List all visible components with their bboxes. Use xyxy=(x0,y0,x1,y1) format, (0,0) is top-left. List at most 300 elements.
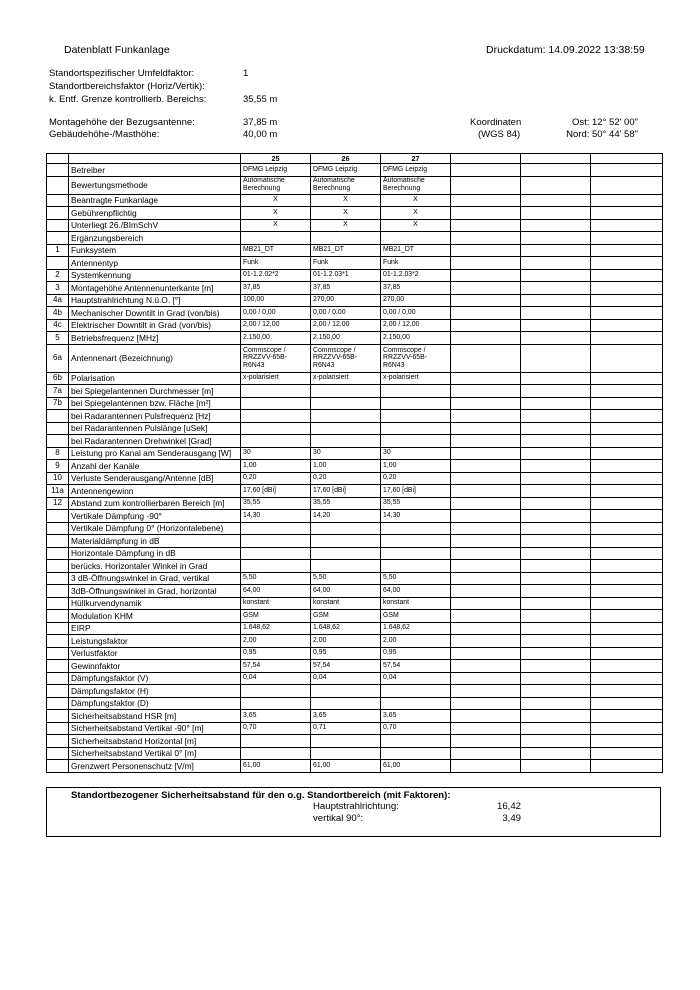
empty-cell xyxy=(451,660,521,673)
empty-cell xyxy=(451,282,521,295)
value-cell: 17,60 [dBi] xyxy=(311,485,381,498)
empty-cell xyxy=(451,710,521,723)
row-label: Dämpfungsfaktor (D) xyxy=(69,697,241,710)
table-row xyxy=(47,635,663,648)
empty-cell xyxy=(521,660,591,673)
table-row xyxy=(47,244,663,257)
empty-cell xyxy=(591,660,663,673)
table-row xyxy=(47,697,663,710)
row-label: bei Radarantennen Drehwinkel [Grad] xyxy=(69,435,241,448)
value-cell: 0,00 / 0,00 xyxy=(311,307,381,320)
empty-cell xyxy=(451,244,521,257)
antenna-data-table xyxy=(46,153,663,773)
value-cell: GSM xyxy=(241,610,311,623)
value-cell: 3,65 xyxy=(241,710,311,723)
value-cell: 5,50 xyxy=(311,572,381,585)
table-row xyxy=(47,560,663,573)
table-row xyxy=(47,332,663,345)
empty-cell xyxy=(591,307,663,320)
empty-cell xyxy=(451,332,521,345)
value-cell: konstant xyxy=(311,597,381,610)
table-row xyxy=(47,307,663,320)
row-number xyxy=(47,522,69,535)
empty-cell xyxy=(521,257,591,270)
value-cell: 1.648,62 xyxy=(241,622,311,635)
value-cell: 5,50 xyxy=(381,572,451,585)
empty-cell xyxy=(591,294,663,307)
empty-cell xyxy=(591,447,663,460)
value-cell xyxy=(311,535,381,548)
value-cell: 270,00 xyxy=(381,294,451,307)
empty-cell xyxy=(591,697,663,710)
empty-cell xyxy=(591,610,663,623)
value-cell: MB21_DT xyxy=(311,244,381,257)
table-row xyxy=(47,710,663,723)
empty-cell xyxy=(451,635,521,648)
value-cell: 3,65 xyxy=(381,710,451,723)
row-number xyxy=(47,435,69,448)
empty-cell xyxy=(591,647,663,660)
table-row xyxy=(47,269,663,282)
value-cell: x-polarisiert xyxy=(311,372,381,385)
row-label: Sicherheitsabstand Vertikal -90° [m] xyxy=(69,722,241,735)
empty-cell xyxy=(521,610,591,623)
value-cell xyxy=(311,522,381,535)
coords-label: Koordinaten xyxy=(470,117,522,128)
row-number: 7a xyxy=(47,385,69,398)
empty-cell xyxy=(521,244,591,257)
value-cell xyxy=(311,422,381,435)
empty-cell xyxy=(451,722,521,735)
row-label: Vertikale Dämpfung 0° (Horizontalebene) xyxy=(69,522,241,535)
value-cell: 2,00 xyxy=(241,635,311,648)
row-label: Sicherheitsabstand Horizontal [m] xyxy=(69,735,241,748)
empty-cell xyxy=(521,585,591,598)
empty-column-header xyxy=(591,154,663,164)
empty-cell xyxy=(521,319,591,332)
value-cell: Commscope / RRZZVV-65B-R6N43 xyxy=(381,344,451,372)
empty-cell xyxy=(451,510,521,523)
grenze-value: 35,55 m xyxy=(243,94,278,105)
coords-system: (WGS 84) xyxy=(478,129,521,140)
table-row xyxy=(47,207,663,220)
row-number: 1 xyxy=(47,244,69,257)
row-number xyxy=(47,672,69,685)
empty-cell xyxy=(521,385,591,398)
value-cell: 0,95 xyxy=(241,647,311,660)
value-cell xyxy=(241,547,311,560)
value-cell xyxy=(311,685,381,698)
column-header: 27 xyxy=(381,154,451,164)
empty-cell xyxy=(521,510,591,523)
empty-cell xyxy=(521,294,591,307)
empty-cell xyxy=(521,560,591,573)
value-cell: 01-1.2.03*1 xyxy=(311,269,381,282)
value-cell: 3,65 xyxy=(311,710,381,723)
value-cell: 2,00 / 12,00 xyxy=(381,319,451,332)
table-row xyxy=(47,219,663,232)
row-number xyxy=(47,685,69,698)
empty-cell xyxy=(451,485,521,498)
table-row xyxy=(47,164,663,177)
table-row xyxy=(47,760,663,773)
row-label: bei Radarantennen Pulslänge [uSek] xyxy=(69,422,241,435)
empty-cell xyxy=(451,447,521,460)
row-number: 3 xyxy=(47,282,69,295)
value-cell xyxy=(241,747,311,760)
row-label: Antennenart (Bezeichnung) xyxy=(69,344,241,372)
row-number xyxy=(47,610,69,623)
table-row xyxy=(47,410,663,423)
empty-cell xyxy=(521,176,591,194)
empty-cell xyxy=(521,269,591,282)
row-number: 4b xyxy=(47,307,69,320)
empty-cell xyxy=(451,697,521,710)
row-number xyxy=(47,219,69,232)
row-label: Grenzwert Personenschutz [V/m] xyxy=(69,760,241,773)
value-cell: 2.150,00 xyxy=(241,332,311,345)
value-cell: 2,00 / 12,00 xyxy=(241,319,311,332)
empty-cell xyxy=(521,447,591,460)
value-cell xyxy=(381,522,451,535)
value-cell: x-polarisiert xyxy=(241,372,311,385)
umfeld-label: Standortspezifischer Umfeldfaktor: xyxy=(49,68,195,79)
value-cell: X xyxy=(241,219,311,232)
table-row xyxy=(47,747,663,760)
empty-cell xyxy=(591,344,663,372)
value-cell: 0,00 / 0,00 xyxy=(241,307,311,320)
empty-cell xyxy=(591,319,663,332)
empty-cell xyxy=(591,269,663,282)
value-cell xyxy=(381,397,451,410)
empty-cell xyxy=(521,282,591,295)
empty-cell xyxy=(591,207,663,220)
row-label: Dämpfungsfaktor (V) xyxy=(69,672,241,685)
table-row xyxy=(47,319,663,332)
coords-nord: Nord: 50° 44' 58" xyxy=(566,129,638,140)
row-number xyxy=(47,710,69,723)
empty-cell xyxy=(591,472,663,485)
table-row xyxy=(47,685,663,698)
value-cell xyxy=(311,697,381,710)
empty-cell xyxy=(521,497,591,510)
empty-cell xyxy=(521,622,591,635)
empty-cell xyxy=(451,385,521,398)
table-row xyxy=(47,610,663,623)
row-number xyxy=(47,597,69,610)
row-number xyxy=(47,535,69,548)
row-label: Mechanischer Downtilt in Grad (von/bis) xyxy=(69,307,241,320)
row-label: Funksystem xyxy=(69,244,241,257)
row-number xyxy=(47,232,69,245)
summary-box xyxy=(46,787,661,837)
value-cell: 2,00 xyxy=(381,635,451,648)
empty-cell xyxy=(521,535,591,548)
value-cell: Funk xyxy=(241,257,311,270)
value-cell: 14,30 xyxy=(381,510,451,523)
empty-cell xyxy=(451,164,521,177)
value-cell: 0,20 xyxy=(241,472,311,485)
value-cell: 14,30 xyxy=(241,510,311,523)
table-body xyxy=(47,154,663,773)
coords-ost: Ost: 12° 52' 00" xyxy=(571,117,638,128)
value-cell xyxy=(381,385,451,398)
value-cell: 01-1.2.03*2 xyxy=(381,269,451,282)
empty-cell xyxy=(451,472,521,485)
empty-cell xyxy=(591,485,663,498)
table-row xyxy=(47,422,663,435)
row-number: 10 xyxy=(47,472,69,485)
value-cell: 0,95 xyxy=(311,647,381,660)
value-cell: 01-1.2.02*2 xyxy=(241,269,311,282)
umfeld-value: 1 xyxy=(243,68,249,79)
value-cell xyxy=(311,385,381,398)
empty-cell xyxy=(591,510,663,523)
empty-cell xyxy=(451,176,521,194)
value-cell: Automatische Berechnung xyxy=(241,176,311,194)
row-label: Betreiber xyxy=(69,164,241,177)
value-cell: 100,00 xyxy=(241,294,311,307)
row-label: Montagehöhe Antennenunterkante [m] xyxy=(69,282,241,295)
value-cell: 37,85 xyxy=(241,282,311,295)
empty-cell xyxy=(591,164,663,177)
row-number xyxy=(47,760,69,773)
row-number xyxy=(47,660,69,673)
empty-cell xyxy=(521,547,591,560)
value-cell: X xyxy=(241,194,311,207)
row-number xyxy=(47,722,69,735)
empty-cell xyxy=(591,422,663,435)
row-number: 12 xyxy=(47,497,69,510)
row-label: Systemkennung xyxy=(69,269,241,282)
row-label: Vertikale Dämpfung -90° xyxy=(69,510,241,523)
empty-cell xyxy=(451,194,521,207)
table-row xyxy=(47,460,663,473)
empty-cell xyxy=(451,735,521,748)
row-number xyxy=(47,560,69,573)
row-number xyxy=(47,585,69,598)
value-cell xyxy=(241,422,311,435)
empty-cell xyxy=(521,635,591,648)
empty-cell xyxy=(591,635,663,648)
row-number xyxy=(47,410,69,423)
summary-title: Standortbezogener Sicherheitsabstand für den o.g. Standortbereich (mit Faktoren): xyxy=(71,790,451,801)
value-cell xyxy=(241,685,311,698)
value-cell: 0,00 / 0,00 xyxy=(381,307,451,320)
value-cell: Commscope / RRZZVV-65B-R6N43 xyxy=(311,344,381,372)
value-cell: x-polarisiert xyxy=(381,372,451,385)
value-cell xyxy=(241,522,311,535)
table-row xyxy=(47,622,663,635)
value-cell: 2.150,00 xyxy=(381,332,451,345)
value-cell: X xyxy=(381,194,451,207)
table-row xyxy=(47,660,663,673)
gebaeude-value: 40,00 m xyxy=(243,129,278,140)
table-row xyxy=(47,722,663,735)
table-row xyxy=(47,176,663,194)
empty-cell xyxy=(591,672,663,685)
value-cell: X xyxy=(311,194,381,207)
empty-cell xyxy=(451,610,521,623)
row-label: Verlustfaktor xyxy=(69,647,241,660)
value-cell: 0,70 xyxy=(241,722,311,735)
row-label: Leistung pro Kanal am Senderausgang [W] xyxy=(69,447,241,460)
value-cell: Commscope / RRZZVV-65B-R6N43 xyxy=(241,344,311,372)
empty-cell xyxy=(451,319,521,332)
row-number xyxy=(47,622,69,635)
value-cell xyxy=(241,560,311,573)
row-number: 6b xyxy=(47,372,69,385)
empty-cell xyxy=(521,307,591,320)
document-title: Datenblatt Funkanlage xyxy=(64,44,170,56)
empty-cell xyxy=(591,747,663,760)
value-cell xyxy=(381,735,451,748)
value-cell: MB21_DT xyxy=(241,244,311,257)
empty-cell xyxy=(521,572,591,585)
empty-cell xyxy=(451,397,521,410)
empty-cell xyxy=(451,410,521,423)
table-header-row xyxy=(47,154,663,164)
value-cell: 57,54 xyxy=(241,660,311,673)
summary-haupt-value: 16,42 xyxy=(496,801,521,812)
table-row xyxy=(47,385,663,398)
empty-cell xyxy=(591,194,663,207)
empty-cell xyxy=(451,585,521,598)
row-label: Unterliegt 26./BImSchV xyxy=(69,219,241,232)
row-number xyxy=(47,635,69,648)
table-row xyxy=(47,735,663,748)
bereich-label: Standortbereichsfaktor (Horiz/Vertik): xyxy=(49,81,205,92)
table-row xyxy=(47,294,663,307)
value-cell xyxy=(381,410,451,423)
row-label: bei Spiegelantennen bzw. Fläche [m²] xyxy=(69,397,241,410)
row-label: Horizontale Dämpfung in dB xyxy=(69,547,241,560)
empty-cell xyxy=(451,257,521,270)
value-cell: 37,85 xyxy=(381,282,451,295)
table-row xyxy=(47,597,663,610)
value-cell xyxy=(311,735,381,748)
row-number: 6a xyxy=(47,344,69,372)
empty-cell xyxy=(591,735,663,748)
empty-cell xyxy=(521,332,591,345)
empty-cell xyxy=(451,422,521,435)
empty-cell xyxy=(521,460,591,473)
empty-cell xyxy=(591,257,663,270)
row-label: Betriebsfrequenz [MHz] xyxy=(69,332,241,345)
empty-cell xyxy=(591,722,663,735)
empty-cell xyxy=(591,710,663,723)
empty-cell xyxy=(591,685,663,698)
value-cell xyxy=(381,685,451,698)
header-cell-label xyxy=(69,154,241,164)
value-cell: 35,55 xyxy=(381,497,451,510)
table-row xyxy=(47,535,663,548)
value-cell: 61,00 xyxy=(381,760,451,773)
table-row xyxy=(47,585,663,598)
value-cell: 0,20 xyxy=(381,472,451,485)
table-row xyxy=(47,547,663,560)
empty-cell xyxy=(521,485,591,498)
value-cell: 35,55 xyxy=(311,497,381,510)
value-cell: DFMG Leipzig xyxy=(381,164,451,177)
value-cell: 57,54 xyxy=(381,660,451,673)
value-cell: 1,00 xyxy=(241,460,311,473)
row-label: Hauptstrahlrichtung N.ü.O. [°] xyxy=(69,294,241,307)
value-cell xyxy=(381,697,451,710)
empty-cell xyxy=(521,697,591,710)
summary-haupt-label: Hauptstrahlrichtung: xyxy=(313,801,399,812)
table-row xyxy=(47,522,663,535)
table-row xyxy=(47,372,663,385)
gebaeude-label: Gebäudehöhe-/Masthöhe: xyxy=(49,129,160,140)
table-row xyxy=(47,572,663,585)
row-label: Abstand zum kontrollierbaren Bereich [m] xyxy=(69,497,241,510)
value-cell: Automatische Berechnung xyxy=(311,176,381,194)
value-cell xyxy=(381,435,451,448)
value-cell xyxy=(381,747,451,760)
empty-cell xyxy=(521,372,591,385)
table-row xyxy=(47,647,663,660)
value-cell: 35,55 xyxy=(241,497,311,510)
empty-column-header xyxy=(451,154,521,164)
value-cell: 0,95 xyxy=(381,647,451,660)
empty-cell xyxy=(521,164,591,177)
empty-cell xyxy=(521,435,591,448)
row-number xyxy=(47,207,69,220)
value-cell: X xyxy=(311,207,381,220)
empty-cell xyxy=(451,460,521,473)
empty-cell xyxy=(451,747,521,760)
value-cell: MB21_DT xyxy=(381,244,451,257)
value-cell xyxy=(241,435,311,448)
row-label: bei Radarantennen Pulsfrequenz [Hz] xyxy=(69,410,241,423)
row-label: bei Spiegelantennen Durchmesser [m] xyxy=(69,385,241,398)
empty-cell xyxy=(451,435,521,448)
value-cell xyxy=(381,560,451,573)
empty-cell xyxy=(521,760,591,773)
empty-cell xyxy=(521,410,591,423)
empty-cell xyxy=(451,307,521,320)
table-row xyxy=(47,472,663,485)
value-cell: X xyxy=(241,207,311,220)
row-label: Modulation KHM xyxy=(69,610,241,623)
value-cell: 0,70 xyxy=(381,722,451,735)
value-cell: 57,54 xyxy=(311,660,381,673)
value-cell: 2.150,00 xyxy=(311,332,381,345)
row-label: Verluste Senderausgang/Antenne [dB] xyxy=(69,472,241,485)
row-number: 4a xyxy=(47,294,69,307)
empty-cell xyxy=(451,497,521,510)
value-cell: DFMG Leipzig xyxy=(241,164,311,177)
empty-cell xyxy=(451,207,521,220)
empty-cell xyxy=(521,685,591,698)
value-cell xyxy=(381,422,451,435)
row-label: Materialdämpfung in dB xyxy=(69,535,241,548)
value-cell: 5,50 xyxy=(241,572,311,585)
row-number: 2 xyxy=(47,269,69,282)
value-cell: DFMG Leipzig xyxy=(311,164,381,177)
empty-cell xyxy=(591,497,663,510)
value-cell xyxy=(311,547,381,560)
value-cell: 0,04 xyxy=(241,672,311,685)
empty-cell xyxy=(521,722,591,735)
print-date: Druckdatum: 14.09.2022 13:38:59 xyxy=(486,44,645,56)
row-label: Hüllkurvendynamik xyxy=(69,597,241,610)
empty-cell xyxy=(451,344,521,372)
row-label: Dämpfungsfaktor (H) xyxy=(69,685,241,698)
value-cell: 0,04 xyxy=(311,672,381,685)
table-row xyxy=(47,447,663,460)
